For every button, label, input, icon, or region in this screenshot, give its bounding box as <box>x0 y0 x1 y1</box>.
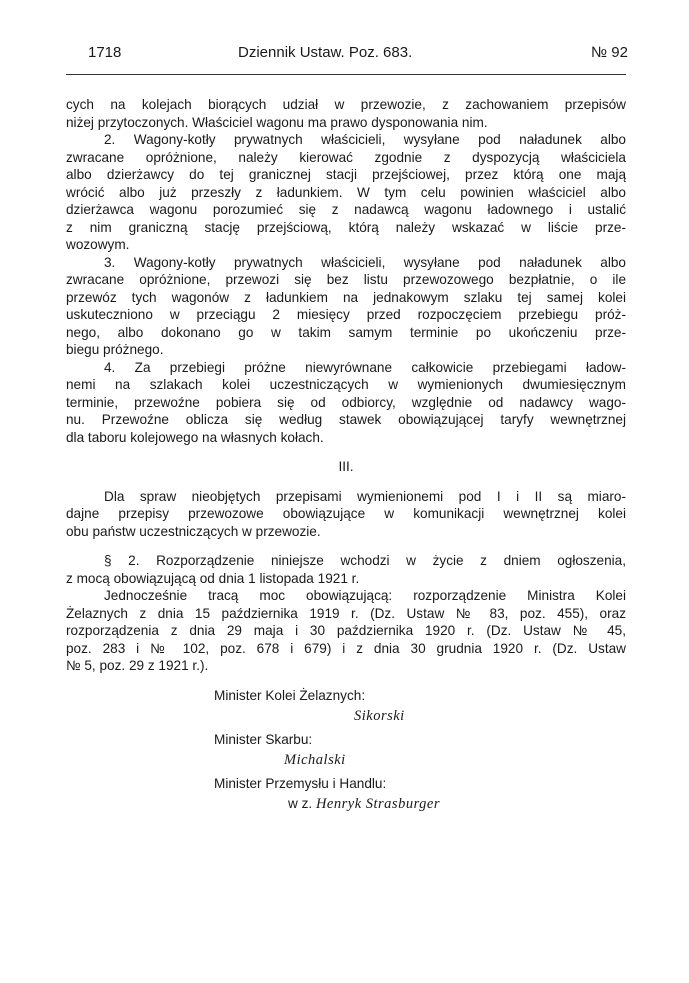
issue-number: № 92 <box>591 44 628 61</box>
signature-name: Henryk Strasburger <box>315 795 440 812</box>
text-line: uskuteczniono w przeciągu 2 miesięcy przed rozpoczęciem przebiegu próż- <box>66 307 626 322</box>
text-line: § 2. Rozporządzenie niniejsze wchodzi w życie z dniem ogłoszenia, <box>104 553 626 568</box>
text-line: wozowym. <box>66 237 130 252</box>
header-rule <box>66 74 626 75</box>
text-line: 3. Wagony-kotły prywatnych właścicieli, wysyłane pod naładunek albo <box>104 254 626 270</box>
text-line: albo dzierżawcy do tej granicznej stacji przejściowej, przez którą one mają <box>66 167 626 182</box>
text-line: cych na kolejach biorących udział w przewozie, z zachowaniem przepisów <box>66 97 626 112</box>
text-line: z nim graniczną stację przejściową, którą należy wskazać w liście prze- <box>66 219 626 235</box>
text-line: terminie, przewoźne pobiera się od odbiorcy, względnie od nadawcy wago- <box>66 394 626 410</box>
page-number: 1718 <box>88 44 122 61</box>
signature-name: Michalski <box>284 751 346 768</box>
page-header <box>88 44 628 68</box>
signature-prefix: w z. <box>288 795 313 811</box>
text-line: Jednocześnie tracą moc obowiązującą: rozporządzenie Ministra Kolei <box>104 588 626 603</box>
text-line: zwracane opróżnione, przewozi się bez listu przewozowego bezpłatnie, o ile <box>66 272 626 287</box>
text-line: Żelaznych z dnia 15 października 1919 r. (Dz. Ustaw № 83, poz. 455), oraz <box>66 605 626 621</box>
signature-title: Minister Przemysłu i Handlu: <box>214 775 387 791</box>
signature-title: Minister Skarbu: <box>214 731 313 747</box>
text-line: niżej przytoczonych. Właściciel wagonu ma prawo dysponowania nim. <box>66 114 488 130</box>
section-heading: III. <box>338 459 354 474</box>
text-line: dla taboru kolejowego na własnych kołach. <box>66 429 324 445</box>
text-line: z mocą obowiązującą od dnia 1 listopada 1921 r. <box>66 570 360 586</box>
text-line: poz. 283 i № 102, poz. 678 i 679) i z dnia 30 grudnia 1920 r. (Dz. Ustaw <box>66 640 626 656</box>
text-line: wrócić albo już przeszły z ładunkiem. W tym celu powinien właściciel albo <box>66 184 626 200</box>
text-line: Dla spraw nieobjętych przepisami wymienionemi pod I i II są miaro- <box>104 488 626 504</box>
text-line: dajne przepisy przewozowe obowiązujące w komunikacji wewnętrznej kolei <box>66 506 626 521</box>
text-line: nemi na szlakach kolei uczestniczących w wymienionych dwumiesięcznym <box>66 377 626 392</box>
text-line: № 5, poz. 29 z 1921 r.). <box>66 658 209 673</box>
text-line: rozporządzenia z dnia 29 maja i 30 października 1920 r. (Dz. Ustaw № 45, <box>66 623 626 638</box>
text-line: biegu próżnego. <box>66 342 164 357</box>
document-body <box>66 96 626 815</box>
text-line: 2. Wagony-kotły prywatnych właścicieli, wysyłane pod naładunek albo <box>104 132 626 147</box>
text-line: nu. Przewoźne oblicza się według stawek obowiązującej taryfy wewnętrznej <box>66 412 626 427</box>
journal-title: Dziennik Ustaw. Poz. 683. <box>238 44 413 61</box>
text-line: przewóz tych wagonów z ładunkiem na jednakowym szlaku tej samej kolei <box>66 289 626 305</box>
text-line: obu państw uczestniczących w przewozie. <box>66 523 321 539</box>
text-line: nego, albo dokonano go w takim samym terminie po ukończeniu prze- <box>66 324 626 340</box>
text-line: dzierżawca wagonu porozumieć się z nadawcą wagonu ładownego i ustalić <box>66 202 626 217</box>
text-line: zwracane opróżnione, należy kierować zgodnie z dyspozycją właściciela <box>66 149 626 165</box>
text-line: 4. Za przebiegi próżne niewyrównane całkowicie przebiegami ładow- <box>104 359 626 375</box>
signature-title: Minister Kolei Żelaznych: <box>214 687 366 703</box>
signature-name: Sikorski <box>354 707 405 724</box>
